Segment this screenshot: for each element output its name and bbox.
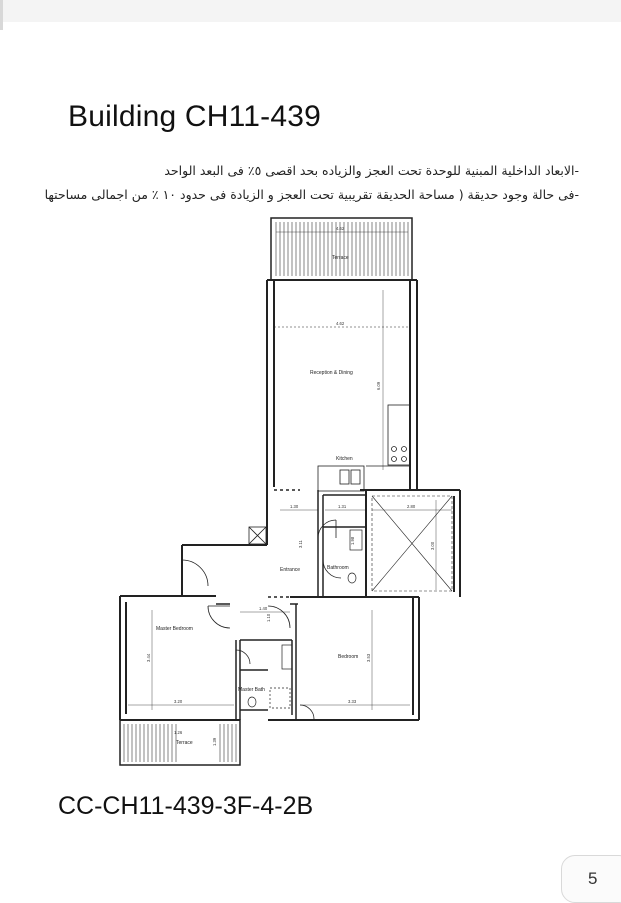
dim-bath-depth: 1.98 <box>350 536 355 545</box>
dim-bedroom-depth: 3.53 <box>366 653 371 662</box>
room-master-bedroom: Master Bedroom <box>156 626 193 632</box>
dim-bedroom-width: 3.33 <box>348 699 357 704</box>
dim-hall-depth: 1.10 <box>266 613 271 622</box>
room-entrance: Entrance <box>280 567 301 573</box>
room-bathroom: Bathroom <box>327 565 349 571</box>
note-line-1: -الابعاد الداخلية المبنية للوحدة تحت العجز والزياده بحد اقصى ٥٪ فى البعد الواحد <box>164 163 579 178</box>
room-bedroom: Bedroom <box>338 654 359 660</box>
dim-terrace-bottom-depth: 1.39 <box>212 737 217 746</box>
room-reception: Reception & Dining <box>310 370 353 376</box>
room-terrace-top: Terrace <box>332 255 349 261</box>
room-terrace-bottom: Terrace <box>176 740 193 746</box>
shaft <box>372 496 452 591</box>
dim-reception-width: 4.62 <box>336 321 345 326</box>
dim-shaft-width: 2.80 <box>407 504 416 509</box>
dim-reception-depth: 6.09 <box>376 381 381 390</box>
page-number: 5 <box>588 869 598 888</box>
dim-entrance-depth: 3.11 <box>298 540 303 548</box>
dimension-lines <box>128 500 452 710</box>
dim-shaft-depth: 3.00 <box>430 541 435 550</box>
dim-master-depth: 3.44 <box>146 653 151 662</box>
dim-terrace-bottom-width: 1.26 <box>174 730 183 735</box>
outer-walls <box>120 280 460 720</box>
unit-code: CC-CH11-439-3F-4-2B <box>58 792 314 820</box>
dim-bath-width: 1.31 <box>338 504 347 509</box>
note-line-2: -فى حالة وجود حديقة ( مساحة الحديقة تقريبية تحت العجز و الزيادة فى حدود ١٠ ٪ من اجمالى مساحتها <box>44 187 579 202</box>
dim-hall-width: 1.40 <box>259 606 268 611</box>
dim-terrace-top-width: 4.62 <box>336 226 345 231</box>
kitchen-counter <box>318 405 410 491</box>
building-title: Building CH11-439 <box>68 100 321 133</box>
room-master-bath: Master Bath <box>238 687 265 693</box>
dim-master-width: 3.20 <box>174 699 183 704</box>
room-kitchen: Kitchen <box>336 456 353 462</box>
page-number-button[interactable] <box>561 855 621 903</box>
dim-corridor-width: 1.30 <box>290 504 299 509</box>
duct <box>249 527 266 544</box>
